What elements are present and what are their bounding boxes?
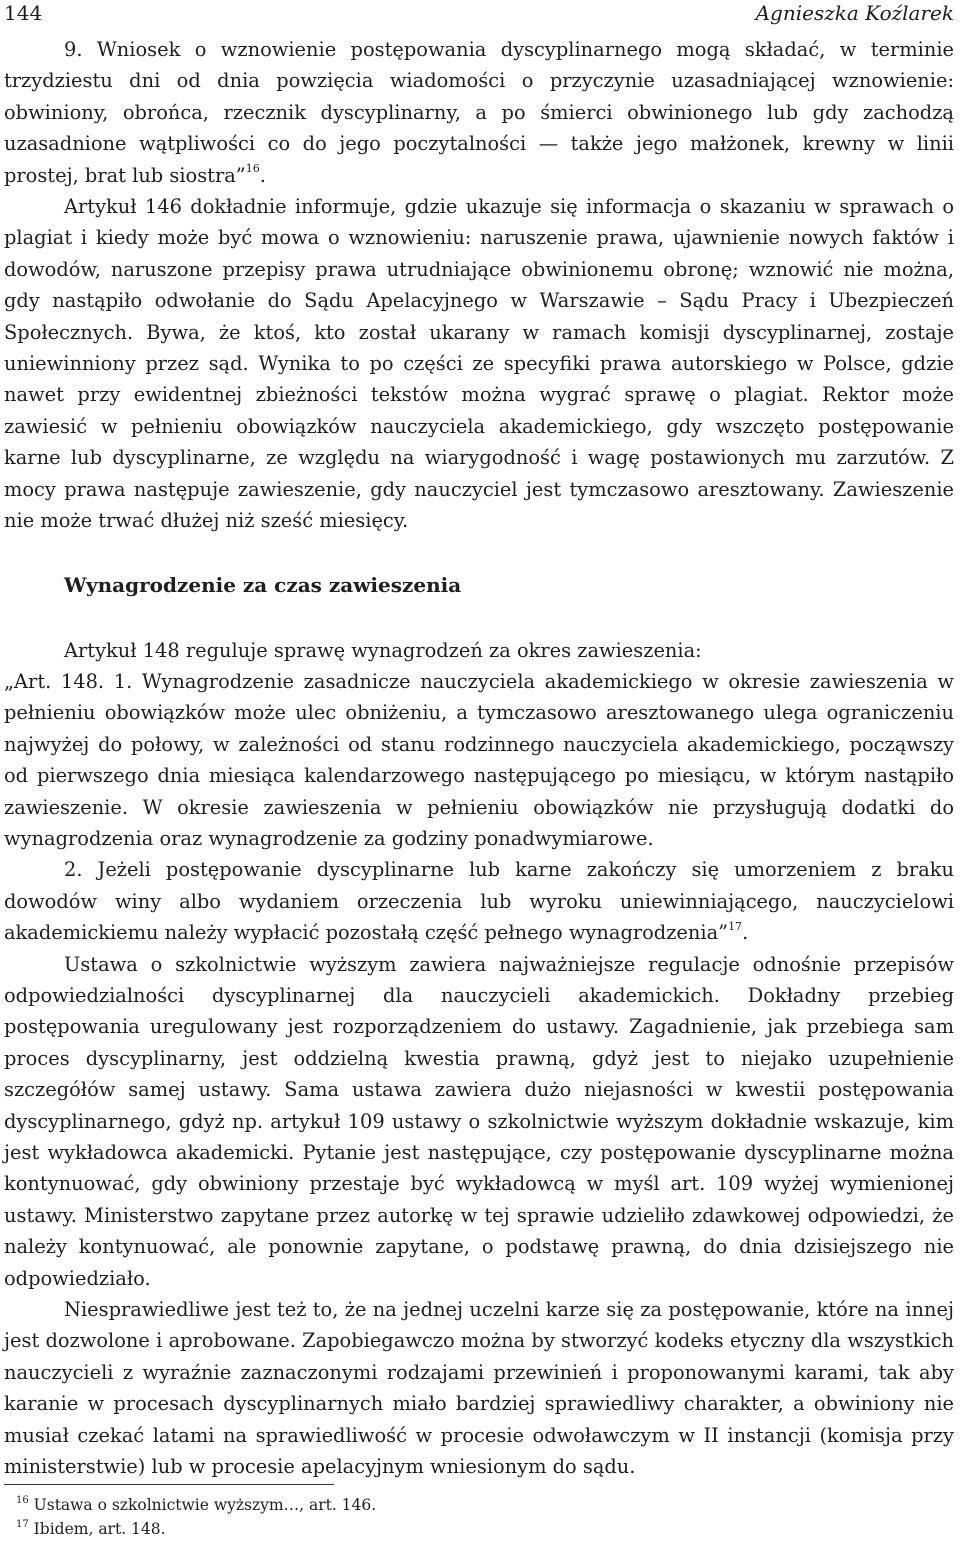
footnotes [4, 1484, 954, 1541]
footnote-ref-16[interactable]: 16 [245, 162, 260, 176]
footnote-16 [4, 1493, 954, 1517]
paragraph: Ustawa o szkolnictwie wyższym zawiera najważniejsze regulacje odnośnie przepisów odpowiedzialności dyscyplinarnej dla nauczycieli akademickich. Dokładny przebieg postępowania uregulowany jest rozporządzeniem do ustawy. Zagadnienie, jak przebiega sam proces dyscyplinarny, jest oddzielną kwestia prawną, gdyż jest to niejako uzupełnienie szczegółów samej ustawy. Sama ustawa zawiera dużo niejasności w kwestii postępowania dyscyplinarnego, gdyż np. artykuł 109 ustawy o szkolnictwie wyższym dokładnie wskazuje, kim jest wykładowca akademicki. Pytanie jest następujące, czy postępowanie dyscyplinarne można kontynuować, gdy obwiniony przestaje być wykładowcą w myśl art. 109 wyżej wymienionej ustawy. Ministerstwo zapytane przez autorkę w tej sprawie udzieliło zdawkowej odpowiedzi, że należy kontynuować, ale ponownie zapytane, o podstawę prawną, do dnia dzisiejszego nie odpowiedziało. [4, 952, 954, 1290]
paragraph-text: 2. Jeżeli postępowanie dyscyplinarne lub karne zakończy się umorzeniem z braku dowodów winy albo wydaniem orzeczenia lub wyroku uniewinniającego, nauczycielowi akademickiemu należy wypłacić pozostałą część pełnego wynagrodzenia” [4, 858, 954, 945]
footnote-ref-17[interactable]: 17 [728, 919, 743, 933]
paragraph: Niesprawiedliwe jest też to, że na jednej uczelni karze się za postępowanie, które na innej jest dozwolone i aprobowane. Zapobiegawczo można by stworzyć kodeks etyczny dla wszystkich nauczycieli z wyraźnie zaznaczonymi rodzajami przewinień i proponowanymi karami, tak aby karanie w procesach dyscyplinarnych miało bardziej sprawiedliwy charakter, a obwiniony nie musiał czekać latami na sprawiedliwość w procesie odwoławczym w II instancji (komisja przy ministerstwie) lub w procesie apelacyjnym wniesionym do sądu. [4, 1298, 954, 1479]
paragraph-end: . [742, 921, 749, 945]
footnote-17 [4, 1517, 954, 1541]
paragraph: Artykuł 146 dokładnie informuje, gdzie ukazuje się informacja o skazaniu w sprawach o plagiat i kiedy może być mowa o wznowieniu: naruszenie prawa, ujawnienie nowych faktów i dowodów, naruszone przepisy prawa utrudniające obwinionemu obronę; wznowić nie można, gdy nastąpiło odwołanie do Sądu Apelacyjnego w Warszawie – Sądu Pracy i Ubezpieczeń Społecznych. Bywa, że ktoś, kto został ukarany w ramach komisji dyscyplinarnej, zostaje uniewinniony przez sąd. Wynika to po części ze specyfiki prawa autorskiego w Polsce, gdzie nawet przy ewidentnej zbieżności tekstów można wygrać sprawę o plagiat. Rektor może zawiesić w pełnieniu obowiązków nauczyciela akademickiego, gdy wszczęto postępowanie karne lub dyscyplinarne, ze względu na wiarygodność i wagę postawionych mu zarzutów. Z mocy prawa następuje zawieszenie, gdy nauczyciel jest tymczasowo aresztowany. Zawieszenie nie może trwać dłużej niż sześć miesięcy. [4, 195, 954, 533]
footnote-text: Ustawa o szkolnictwie wyższym…, art. 146. [33, 1496, 377, 1514]
quote-paragraph [4, 854, 954, 948]
quote-paragraph: „Art. 148. 1. Wynagrodzenie zasadnicze nauczyciela akademickiego w okresie zawieszenia w pełnieniu obowiązków może ulec obniżeniu, a tymczasowo aresztowanego ulega ograniczeniu najwyżej do połowy, w zależności od stanu rodzinnego nauczyciela akademickiego, począwszy od pierwszego dnia miesiąca kalendarzowego następującego po miesiącu, w którym nastąpiło zawieszenie. W okresie zawieszenia w pełnieniu obowiązków nie przysługują dodatki do wynagrodzenia oraz wynagrodzenie za godziny ponadwymiarowe. [4, 669, 954, 850]
running-author: Agnieszka Koźlarek [755, 1, 954, 25]
section-heading: Wynagrodzenie za czas zawieszenia [64, 572, 462, 597]
paragraph [4, 34, 954, 191]
footnote-number: 17 [16, 1518, 29, 1530]
body-text [4, 34, 954, 1482]
paragraph-end: . [259, 163, 266, 187]
footnote-text: Ibidem, art. 148. [33, 1520, 166, 1538]
page-number: 144 [4, 1, 43, 25]
running-header [4, 0, 954, 31]
paragraph-text: 9. Wniosek o wznowienie postępowania dyscyplinarnego mogą składać, w terminie trzydziestu dni od dnia powzięcia wiadomości o przyczynie uzasadniającej wznowienie: obwiniony, obrońca, rzecznik dyscyplinarny, a po śmierci obwinionego lub gdy zachodzą uzasadnione wątpliwości co do jego poczytalności — także jego małżonek, krewny w linii prostej, brat lub siostra” [4, 38, 954, 187]
footnote-number: 16 [16, 1494, 29, 1506]
footnote-divider [4, 1484, 334, 1485]
paragraph: Artykuł 148 reguluje sprawę wynagrodzeń za okres zawieszenia: [64, 638, 702, 662]
